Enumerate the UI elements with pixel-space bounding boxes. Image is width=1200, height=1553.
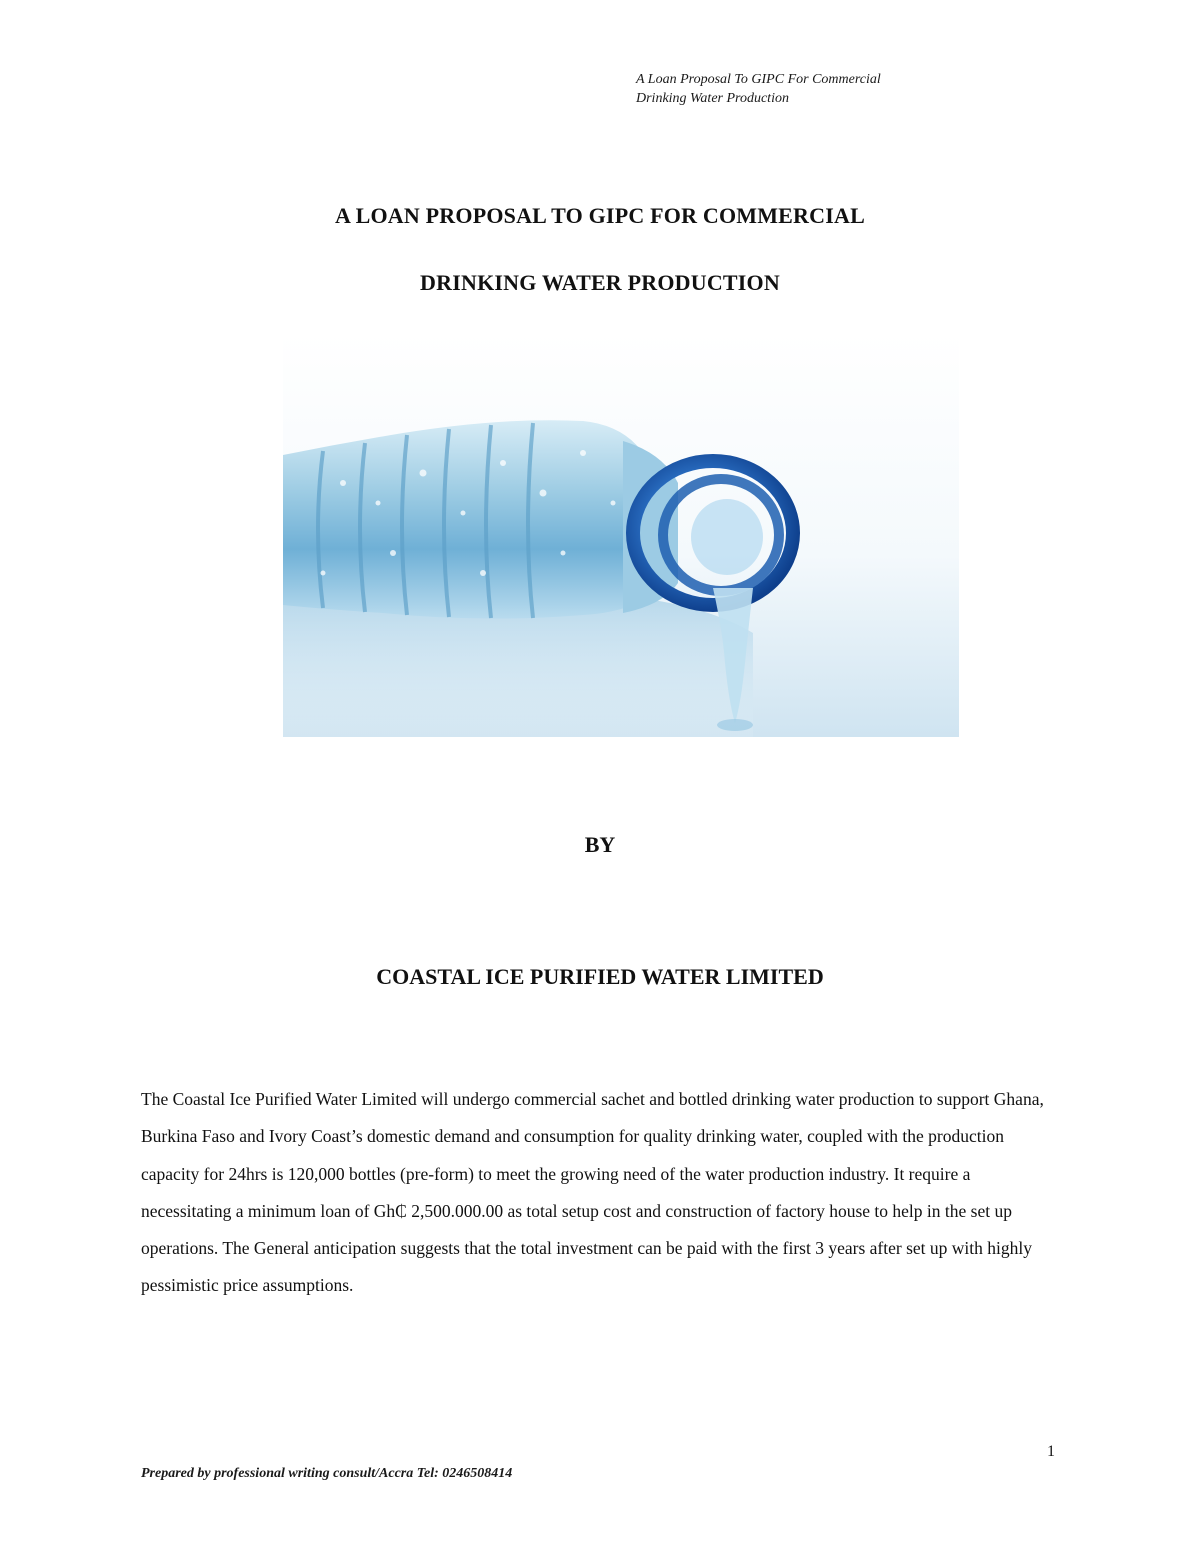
running-header-line-1: A Loan Proposal To GIPC For Commercial	[636, 72, 881, 87]
document-title-line-2: DRINKING WATER PRODUCTION	[420, 270, 780, 295]
company-name: COASTAL ICE PURIFIED WATER LIMITED	[376, 964, 824, 989]
body-paragraph: The Coastal Ice Purified Water Limited will undergo commercial sachet and bottled drinking water production to support Ghana, Burkina Faso and Ivory Coast’s domestic demand and consumption for quality drinking water, coupled with the production capacity for 24hrs is 120,000 bottles (pre-form) to meet the growing need of the water production industry. It require a necessitating a minimum loan of Gh₵ 2,500.000.00 as total setup cost and construction of factory house to help in the set up operations. The General anticipation suggests that the total investment can be paid with the first 3 years after set up with highly pessimistic price assumptions.	[141, 1089, 1044, 1296]
running-header	[636, 70, 881, 108]
by-label: BY	[584, 832, 616, 857]
footer-note: Prepared by professional writing consult/Accra Tel: 0246508414	[141, 1466, 513, 1481]
water-bottle-image	[283, 333, 959, 737]
running-header-line-2: Drinking Water Production	[636, 91, 789, 106]
page-number: 1	[1047, 1443, 1055, 1460]
document-title-line-1: A LOAN PROPOSAL TO GIPC FOR COMMERCIAL	[335, 203, 865, 228]
